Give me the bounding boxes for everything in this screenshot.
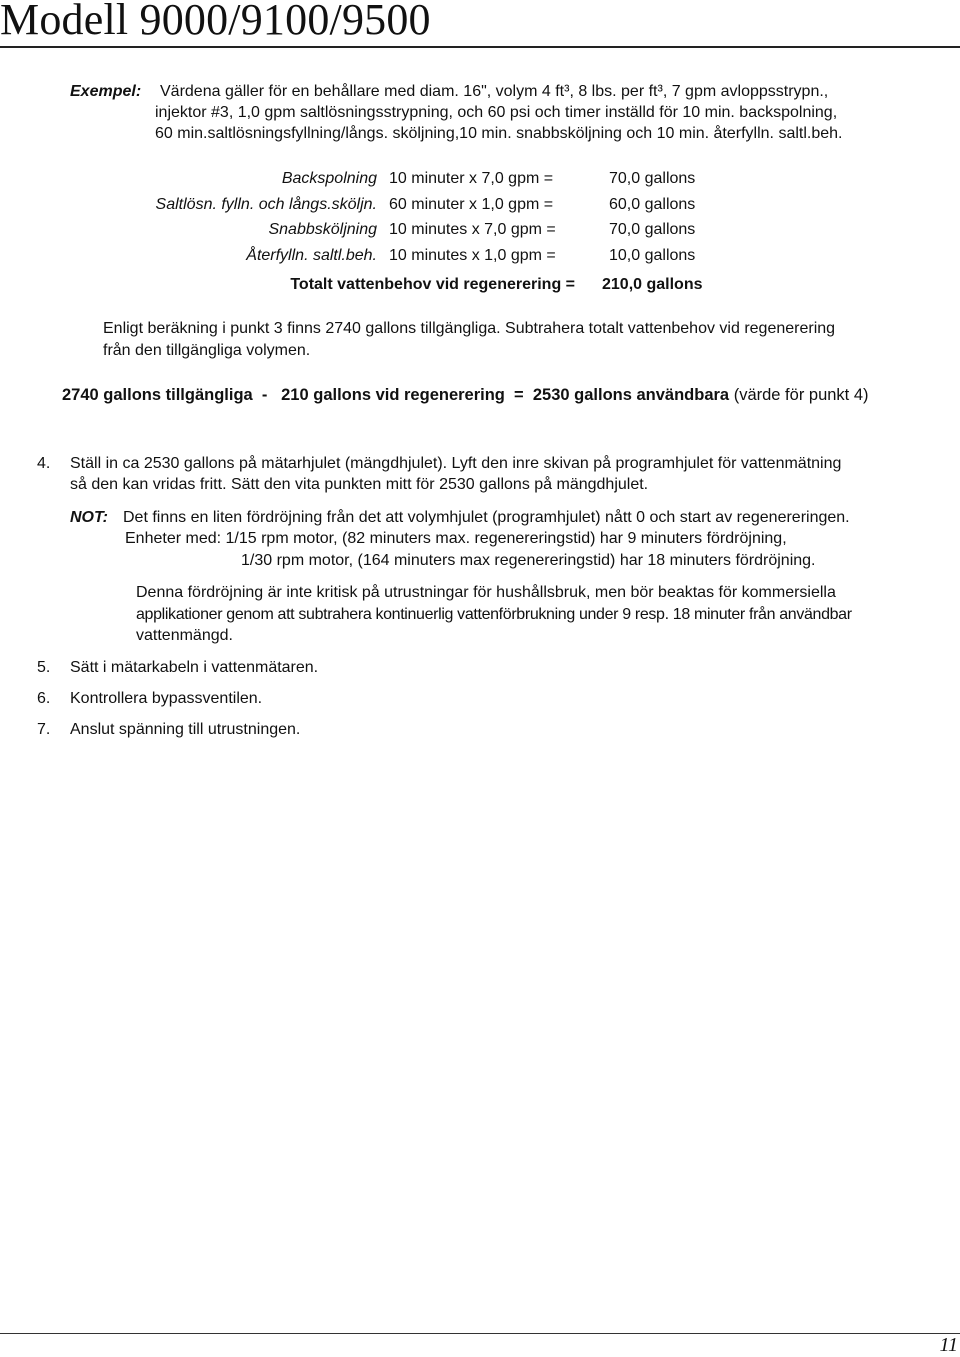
- example-label: Exempel:: [70, 83, 142, 100]
- calc-row-label: Återfylln. saltl.beh.: [246, 247, 377, 264]
- calc-note-line-1: Enligt beräkning i punkt 3 finns 2740 gallons tillgängliga. Subtrahera totalt vattenbehov vid regenerering: [103, 320, 836, 337]
- total-value: 210,0 gallons: [602, 276, 703, 293]
- calc-row-result: 60,0 gallons: [609, 196, 696, 213]
- example-line-1: Värdena gäller för en behållare med diam. 16", volym 4 ft³, 8 lbs. per ft³, 7 gpm avloppsstrypn.,: [160, 83, 829, 100]
- step-number: 4.: [37, 455, 51, 472]
- summary-normal: (värde för punkt 4): [733, 386, 869, 404]
- step-4-line-1: Ställ in ca 2530 gallons på mätarhjulet (mängdhjulet). Lyft den inre skivan på programhjulet för vattenmätning: [70, 455, 842, 472]
- step-text: Anslut spänning till utrustningen.: [70, 721, 301, 738]
- calc-row-formula: 10 minutes x 1,0 gpm =: [389, 247, 556, 264]
- step-4-line-2: så den kan vridas fritt. Sätt den vita punkten mitt för 2530 gallons på mängdhjulet.: [70, 476, 649, 493]
- summary-line: [62, 384, 869, 406]
- calc-row-formula: 10 minuter x 7,0 gpm =: [389, 170, 554, 187]
- example-line-3: 60 min.saltlösningsfyllning/långs. sköljning,10 min. snabbsköljning och 10 min. återfylln. saltl.beh.: [155, 125, 843, 142]
- calc-row-label: Snabbsköljning: [268, 221, 377, 238]
- summary-bold: 2740 gallons tillgängliga - 210 gallons vid regenerering = 2530 gallons användbara: [62, 386, 730, 404]
- calc-row-label: Saltlösn. fylln. och långs.sköljn.: [155, 196, 377, 213]
- not-line-3: 1/30 rpm motor, (164 minuters max regenereringstid) har 18 minuters fördröjning.: [241, 552, 816, 569]
- calc-row-formula: 60 minuter x 1,0 gpm =: [389, 196, 554, 213]
- total-label: Totalt vattenbehov vid regenerering =: [290, 276, 575, 293]
- not-line-1: Det finns en liten fördröjning från det att volymhjulet (programhjulet) nått 0 och start av regenereringen.: [123, 509, 850, 526]
- page-title: Modell 9000/9100/9500: [0, 0, 431, 44]
- calc-row-result: 70,0 gallons: [609, 221, 696, 238]
- step-number: 6.: [37, 690, 51, 707]
- not-line-2: Enheter med: 1/15 rpm motor, (82 minuters max. regenereringstid) har 9 minuters fördröjning,: [125, 530, 787, 547]
- calc-note-line-2: från den tillgängliga volymen.: [103, 342, 311, 359]
- step-text: Sätt i mätarkabeln i vattenmätaren.: [70, 659, 319, 676]
- footer-divider: [0, 1333, 960, 1334]
- step-number: 5.: [37, 659, 51, 676]
- step-text: Kontrollera bypassventilen.: [70, 690, 263, 707]
- delay-note-line-1: Denna fördröjning är inte kritisk på utrustningar för hushållsbruk, men bör beaktas för kommersiella: [136, 584, 836, 601]
- page-number: 11: [939, 1334, 958, 1356]
- calc-row-label: Backspolning: [281, 170, 377, 187]
- delay-note-line-3: vattenmängd.: [136, 627, 233, 644]
- not-label: NOT:: [70, 509, 108, 526]
- step-number: 7.: [37, 721, 51, 738]
- delay-note-line-2: applikationer genom att subtrahera kontinuerlig vattenförbrukning under 9 resp. 18 minuter från användbar: [136, 606, 852, 623]
- calc-row-result: 70,0 gallons: [609, 170, 696, 187]
- calc-row-formula: 10 minutes x 7,0 gpm =: [389, 221, 556, 238]
- calc-row-result: 10,0 gallons: [609, 247, 696, 264]
- example-line-2: injektor #3, 1,0 gpm saltlösningsstrypning, och 60 psi och timer inställd för 10 min. backspolning,: [155, 104, 838, 121]
- title-divider: [0, 46, 960, 48]
